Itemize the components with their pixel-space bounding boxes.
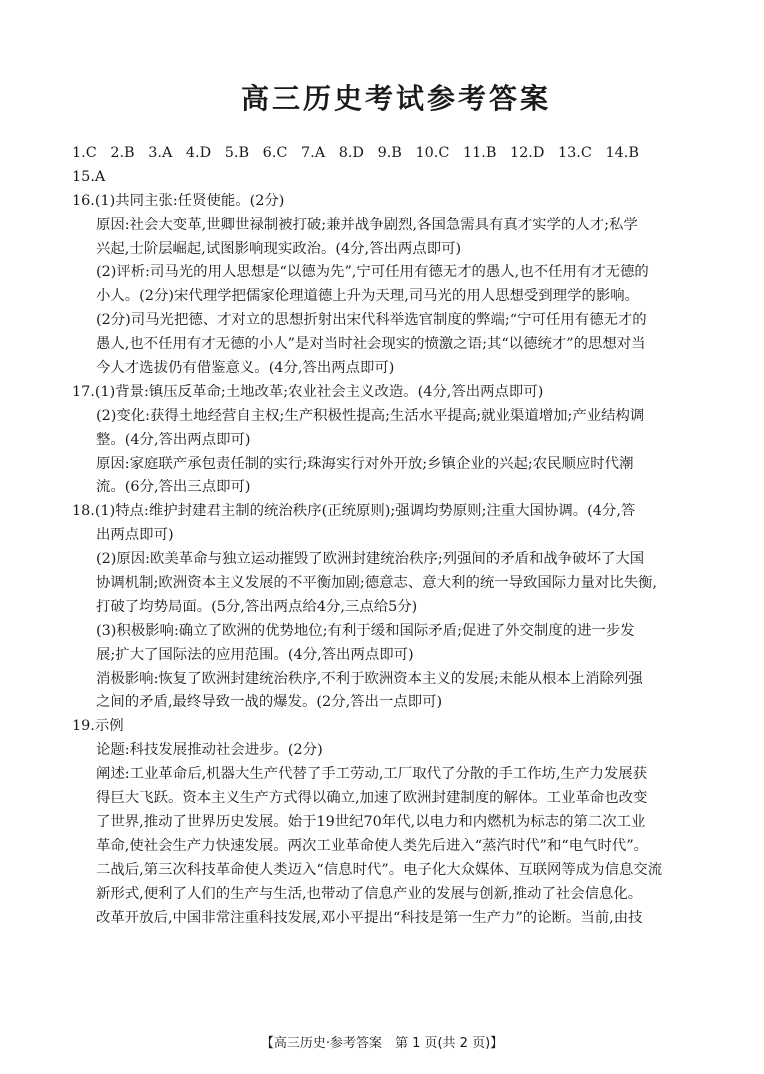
text-line: 论题:科技发展推动社会进步。(2分)	[96, 742, 323, 759]
text-line: 小人。(2分)宋代理学把儒家伦理道德上升为天理,司马光的用人思想受到理学的影响。	[96, 288, 640, 305]
text-line: 19.示例	[72, 718, 124, 735]
text-line: (2分)司马光把德、才对立的思想折射出宋代科举选官制度的弊端;“宁可任用有德无才的	[96, 312, 647, 329]
choice-answer: 5.B	[224, 145, 250, 161]
choice-answer: 13.C	[558, 145, 592, 161]
text-line: 今人才选拔仍有借鉴意义。(4分,答出两点即可)	[96, 360, 395, 377]
choice-answer: 7.A	[301, 145, 326, 161]
choice-answer: 3.A	[148, 145, 173, 161]
choice-answer: 2.B	[110, 145, 135, 161]
choice-answer: 14.B	[605, 145, 639, 161]
text-line: 愚人,也不任用有才无德的小人”是对当时社会现实的愤激之语;其“以德统才”的思想对当	[96, 336, 646, 353]
text-line: 整。(4分,答出两点即可)	[96, 431, 251, 448]
choice-answer: 12.D	[509, 145, 545, 161]
text-line: 得巨大飞跃。资本主义生产方式得以确立,加速了欧洲封建制度的解体。工业革命也改变	[96, 790, 648, 807]
text-line: 流。(6分,答出三点即可)	[96, 479, 251, 496]
choice-answer: 1.C	[72, 145, 97, 161]
text-line: 革命,使社会生产力快速发展。两次工业革命使人类先后进入“蒸汽时代”和“电气时代”。	[96, 837, 649, 854]
text-line: 展;扩大了国际法的应用范围。(4分,答出两点即可)	[96, 646, 414, 663]
text-line: 原因:家庭联产承包责任制的实行;珠海实行对外开放;乡镇企业的兴起;农民顺应时代潮	[96, 455, 634, 472]
text-line: 新形式,便利了人们的生产与生活,也带动了信息产业的发展与创新,推动了社会信息化。	[96, 885, 643, 902]
text-line: 协调机制;欧洲资本主义发展的不平衡加剧;德意志、意大利的统一导致国际力量对比失衡,	[96, 575, 658, 592]
answer-content	[72, 142, 720, 930]
text-line: 原因:社会大变革,世卿世禄制被打破;兼并战争剧烈,各国急需具有真才实学的人才;私学	[96, 216, 638, 233]
text-line: 二战后,第三次科技革命使人类迈入“信息时代”。电子化大众媒体、互联网等成为信息交流	[96, 861, 663, 878]
text-line: 出两点即可)	[96, 527, 174, 544]
text-line: (2)评析:司马光的用人思想是“以德为先”,宁可任用有德无才的愚人,也不任用有才无德的	[96, 264, 649, 281]
text-line: 17.(1)背景:镇压反革命;土地改革;农业社会主义改造。(4分,答出两点即可)	[72, 383, 544, 400]
text-line: 之间的矛盾,最终导致一战的爆发。(2分,答出一点即可)	[96, 694, 443, 711]
page-title: 高三历史考试参考答案	[240, 82, 551, 115]
text-line: 18.(1)特点:维护封建君主制的统治秩序(正统原则);强调均势原则;注重大国协调。(4分,答	[72, 503, 636, 520]
text-line: 打破了均势局面。(5分,答出两点给4分,三点给5分)	[96, 598, 418, 615]
choice-answer: 4.D	[185, 145, 212, 161]
choice-answers-row-2: 15.A	[72, 168, 106, 185]
text-line: 兴起,士阶层崛起,试图影响现实政治。(4分,答出两点即可)	[96, 240, 462, 257]
text-line: 了世界,推动了世界历史发展。始于19世纪70年代,以电力和内燃机为标志的第二次工业	[96, 813, 646, 830]
text-line: 消极影响:恢复了欧洲封建统治秩序,不利于欧洲资本主义的发展;未能从根本上消除列强	[96, 670, 643, 687]
choice-answer: 8.D	[338, 145, 364, 161]
choice-answer: 9.B	[377, 145, 402, 161]
text-line: (2)变化:获得土地经营自主权;生产积极性提高;生活水平提高;就业渠道增加;产业结构调	[96, 407, 645, 424]
text-line: 16.(1)共同主张:任贤使能。(2分)	[72, 192, 285, 209]
page-footer: 【高三历史·参考答案 第 1 页(共 2 页)】	[260, 1036, 504, 1051]
choice-answer: 11.B	[462, 145, 497, 161]
text-line: 改革开放后,中国非常注重科技发展,邓小平提出“科技是第一生产力”的论断。当前,由技	[96, 909, 643, 926]
choice-answers-row	[72, 142, 720, 166]
text-line: (2)原因:欧美革命与独立运动摧毁了欧洲封建统治秩序;列强间的矛盾和战争破坏了大国	[96, 551, 645, 568]
choice-answer: 6.C	[262, 145, 288, 161]
text-line: 阐述:工业革命后,机器大生产代替了手工劳动,工厂取代了分散的手工作坊,生产力发展获	[96, 766, 648, 783]
choice-answer: 10.C	[415, 145, 450, 161]
text-line: (3)积极影响:确立了欧洲的优势地位;有利于缓和国际矛盾;促进了外交制度的进一步发	[96, 622, 635, 639]
